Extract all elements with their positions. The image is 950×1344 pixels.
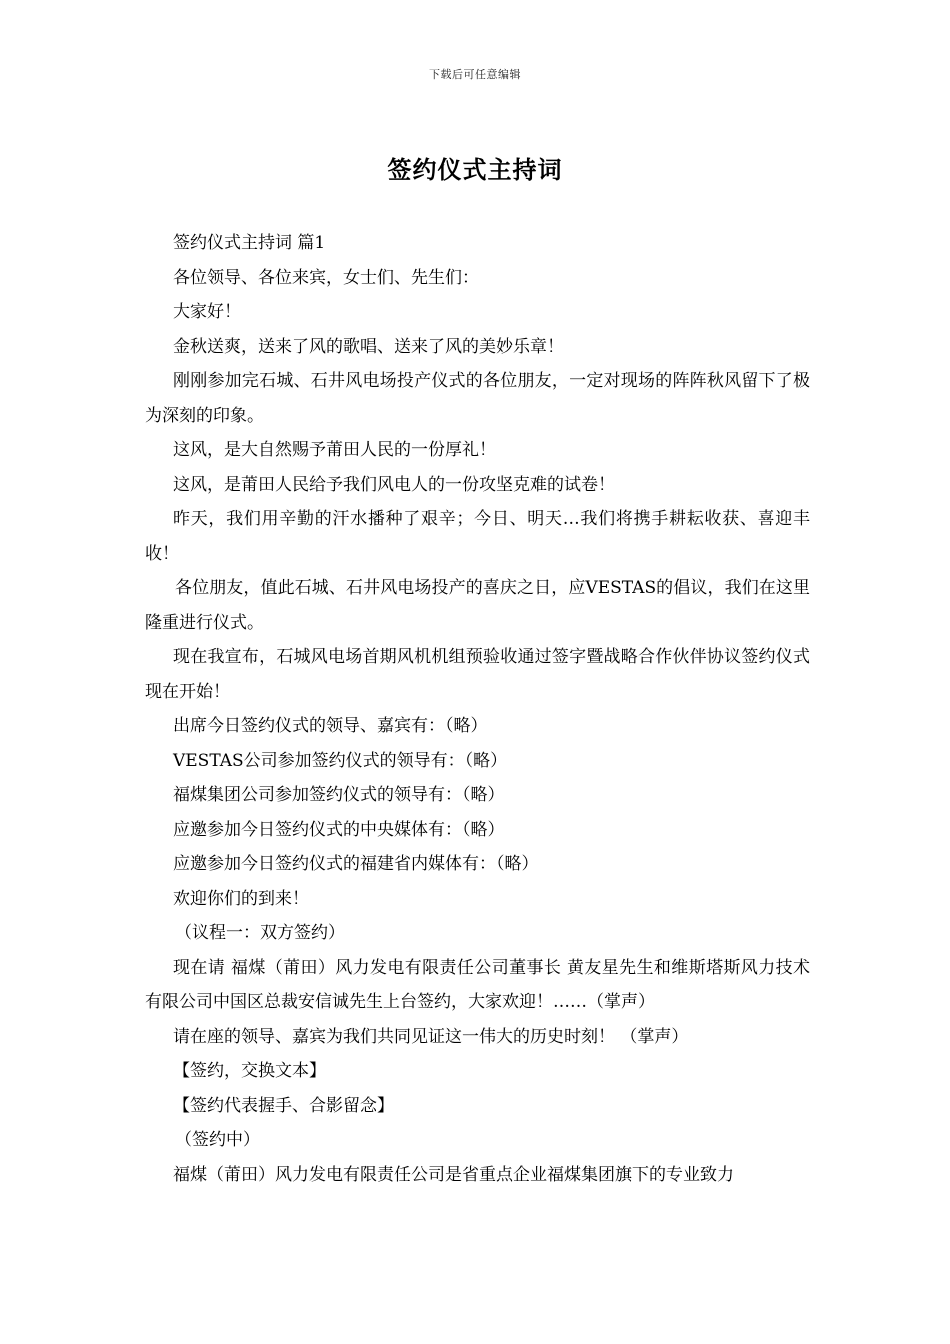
section-heading: 签约仪式主持词 篇1 [173,233,326,253]
body-paragraph: 这风，是莆田人民给予我们风电人的一份攻坚克难的试卷！ [173,474,615,495]
greeting-paragraph: 各位领导、各位来宾，女士们、先生们： [173,267,479,288]
body-paragraph: 现在我宣布，石城风电场首期风机机组预验收通过签字暨战略合作伙伴协议签约仪式现在开始！ [145,647,810,702]
agenda-item: （议程一：双方签约） [175,923,345,943]
body-paragraph: 应邀参加今日签约仪式的福建省内媒体有：（略） [173,854,539,874]
body-paragraph: 这风，是大自然赐予莆田人民的一份厚礼！ [173,440,496,460]
body-paragraph: 现在请 福煤（莆田）风力发电有限责任公司董事长 黄友星先生和维斯塔斯风力技术有限公司中国区总裁安信诚先生上台签约，大家欢迎！……（掌声） [145,957,810,1012]
body-paragraph: 刚刚参加完石城、石井风电场投产仪式的各位朋友，一定对现场的阵阵秋风留下了极为深刻的印象。 [145,371,810,426]
stage-direction: （签约中） [175,1130,260,1150]
stage-direction: 【签约代表握手、合影留念】 [173,1095,394,1116]
body-paragraph: 福煤（莆田）风力发电有限责任公司是省重点企业福煤集团旗下的专业致力 [173,1164,734,1185]
body-paragraph: 金秋送爽，送来了风的歌唱、送来了风的美妙乐章！ [173,336,564,357]
body-paragraph: 请在座的领导、嘉宾为我们共同见证这一伟大的历史时刻！ （掌声） [173,1026,689,1047]
body-paragraph: 昨天，我们用辛勤的汗水播种了艰辛；今日、明天…我们将携手耕耘收获、喜迎丰收！ [145,509,810,564]
body-paragraph: VESTAS公司参加签约仪式的领导有：（略） [173,750,508,771]
header-note: 下载后可任意编辑 [429,68,521,81]
body-paragraph: 大家好！ [173,302,241,322]
document-body [145,226,810,1192]
body-paragraph: 欢迎你们的到来！ [173,888,309,909]
stage-direction: 【签约，交换文本】 [173,1061,326,1081]
body-paragraph: 福煤集团公司参加签约仪式的领导有：（略） [173,785,505,805]
body-paragraph: 出席今日签约仪式的领导、嘉宾有：（略） [173,716,488,736]
body-paragraph: 各位朋友，值此石城、石井风电场投产的喜庆之日，应VESTAS的倡议，我们在这里隆重进行仪式。 [145,578,810,633]
document-title: 签约仪式主持词 [387,155,563,184]
body-paragraph: 应邀参加今日签约仪式的中央媒体有：（略） [173,819,505,840]
